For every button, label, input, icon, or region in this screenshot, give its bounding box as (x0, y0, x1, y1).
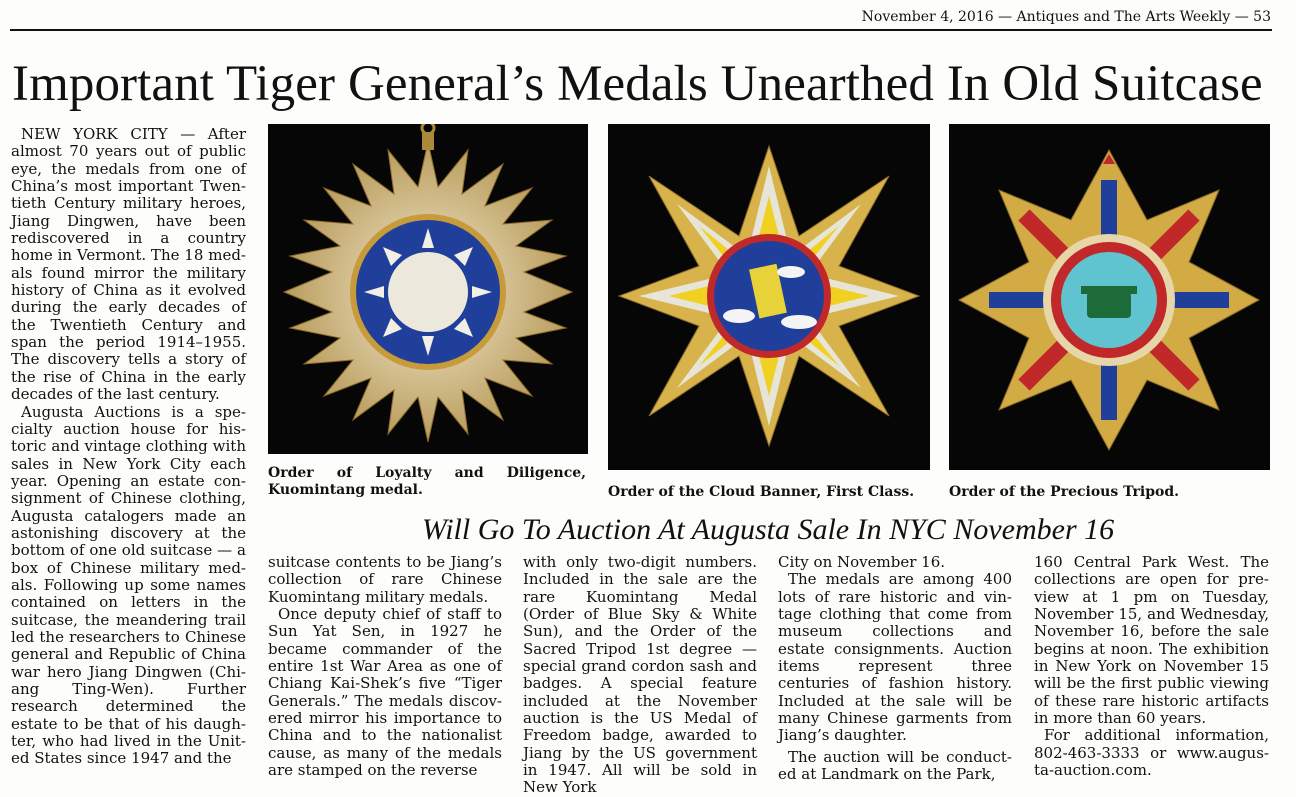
loyalty-diligence-medal-image (268, 124, 588, 454)
caption-precious-tripod: Order of the Precious Tripod. (949, 484, 1179, 500)
article-column-1 (11, 126, 246, 768)
paragraph: The auction will be conducted at Landmark on the Park, (778, 747, 1012, 784)
paragraph: NEW YORK CITY — After almost 70 years out of public eye, the medals from one of China’s most important Twentieth Century military heroes, Jiang Dingwen, have been rediscovered in a country home in Vermont. The 18 medals found mirror the military history of China as it evolved during the early decades of the Twentieth Century and span the period 1914–1955. The discovery tells a story of the rise of China in the early decades of the last century. (11, 125, 246, 404)
article-column-5 (1034, 554, 1269, 779)
paragraph: Once deputy chief of staff to Sun Yat Sen, in 1927 he became commander of the entire 1st War Area as one of Chiang Kai-Shek’s five “Tiger Generals.” The medals discovered mirror his importance to China and to the nationalist cause, as many of the medals are stamped on the reverse (268, 605, 502, 780)
paragraph: The medals are among 400 lots of rare historic and vintage clothing that come from museum collections and estate consignments. Auction items represent three centuries of fashion history. Included at the sale will be many Chinese garments from Jiang’s daughter. (778, 570, 1012, 745)
paragraph: City on November 16. (778, 553, 946, 571)
headline: Important Tiger General’s Medals Unearthed In Old Suitcase (12, 56, 1263, 112)
paragraph: For additional information, 802-463-3333 or www.augusta-auction.com. (1034, 726, 1269, 780)
precious-tripod-medal-image (949, 124, 1270, 470)
cloud-banner-medal-image (608, 124, 930, 470)
medal-photo-precious-tripod (949, 124, 1270, 470)
paragraph: suitcase contents to be Jiang’s collection of rare Chinese Kuomintang military medals. (268, 553, 502, 606)
medal-photo-cloud-banner (608, 124, 930, 470)
paragraph: 160 Central Park West. The collections are open for preview at 1 pm on Tuesday, November 15, and Wednesday, November 16, before the sale begins at noon. The exhibition in New York on November 15 will be the first public viewing of these rare historic artifacts in more than 60 years. (1034, 553, 1269, 728)
article-column-2 (268, 554, 502, 779)
caption-loyalty-diligence: Order of Loyalty and Diligence, Kuomintang medal. (268, 465, 586, 498)
article-column-3 (523, 554, 757, 797)
paragraph: Augusta Auctions is a specialty auction house for historic and vintage clothing with sales in New York City each year. Opening an estate consignment of Chinese clothing, Augusta catalogers made an astonishing discovery at the bottom of one old suitcase — a box of Chinese military medals. Following up some names contained on letters in the suitcase, the meandering trail led the researchers to Chinese general and Republic of China war hero Jiang Dingwen (Chiang Ting-Wen). Further research determined the estate to be that of his daughter, who had lived in the United States since 1947 and the (11, 402, 246, 768)
deck-subheadline: Will Go To Auction At Augusta Sale In NYC November 16 (421, 513, 1115, 546)
page-folio: November 4, 2016 — Antiques and The Arts Weekly — 53 (861, 9, 1271, 25)
header-rule (10, 29, 1272, 31)
paragraph: with only two-digit numbers. Included in the sale are the rare Kuomintang Medal (Order of Blue Sky & White Sun), and the Order of the Sacred Tripod 1st degree — special grand cordon sash and badges. A special feature included at the November auction is the US Medal of Freedom badge, awarded to Jiang by the US government in 1947. All will be sold in New York (523, 553, 757, 797)
article-column-4 (778, 554, 1012, 783)
caption-cloud-banner: Order of the Cloud Banner, First Class. (608, 484, 915, 500)
medal-photo-loyalty-diligence (268, 124, 588, 454)
